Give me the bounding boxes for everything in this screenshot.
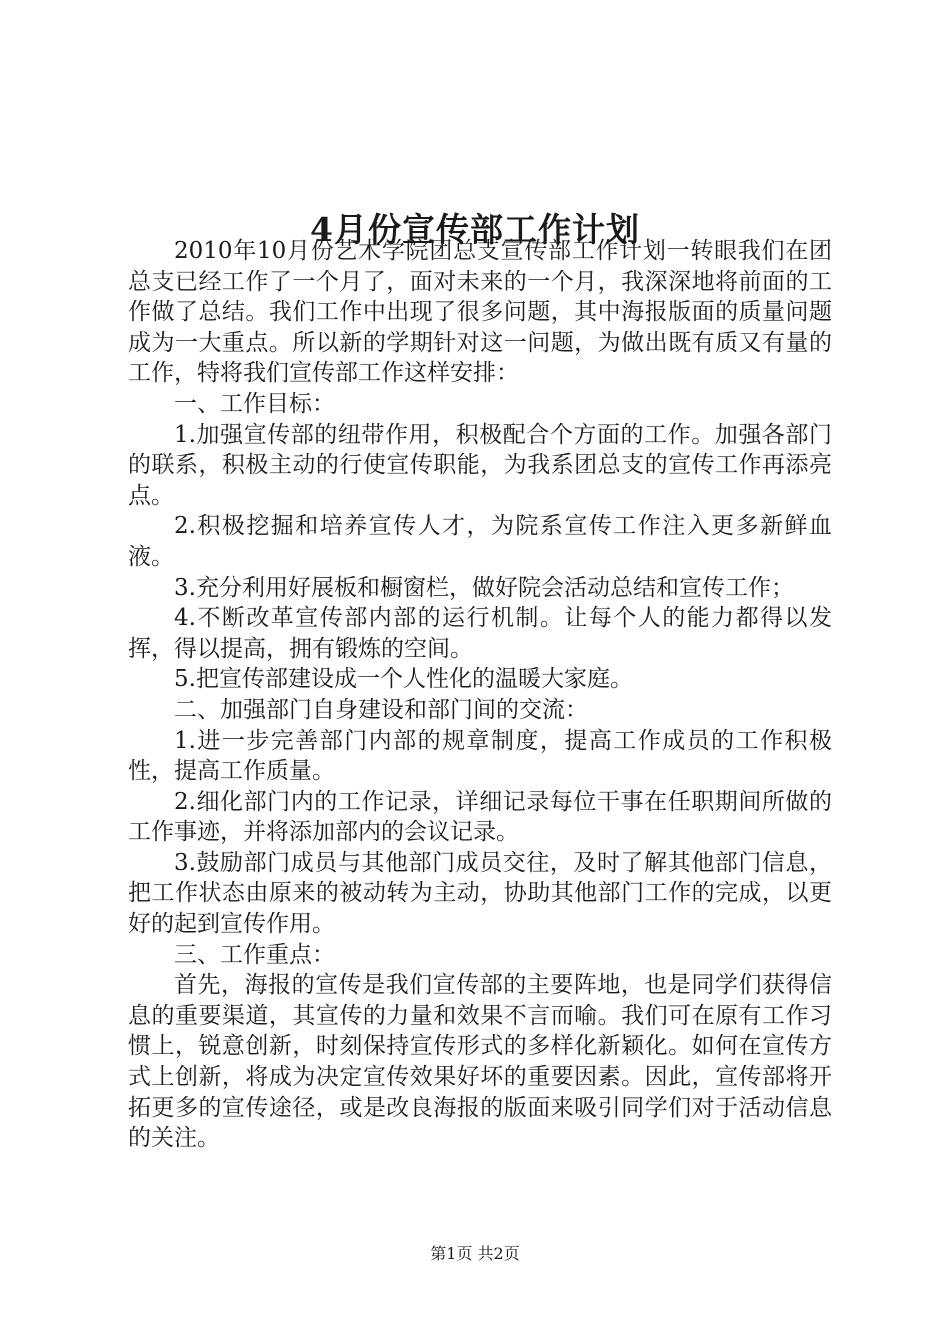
paragraph-goal-1: 1.加强宣传部的纽带作用，积极配合个方面的工作。加强各部门的联系，积极主动的行使宣传职能，为我系团总支的宣传工作再添亮点。 — [128, 421, 832, 509]
paragraph-comm-3: 3.鼓励部门成员与其他部门成员交往，及时了解其他部门信息，把工作状态由原来的被动转为主动，协助其他部门工作的完成，以更好的起到宣传作用。 — [128, 849, 832, 938]
paragraph-intro: 2010年10月份艺术学院团总支宣传部工作计划一转眼我们在团总支已经工作了一个月了，面对未来的一个月，我深深地将前面的工作做了总结。我们工作中出现了很多问题，其中海报版面的质量问题成为一大重点。所以新的学期针对这一问题，为做出既有质又有量的工作，特将我们宣传部工作这样安排： — [128, 238, 832, 387]
section-heading-communication: 二、加强部门自身建设和部门间的交流： — [174, 696, 588, 723]
paragraph-comm-2: 2.细化部门内的工作记录，详细记录每位干事在任职期间所做的工作事迹，并将添加部内的会议记录。 — [128, 788, 832, 846]
paragraph-goal-3: 3.充分利用好展板和橱窗栏，做好院会活动总结和宣传工作； — [174, 574, 794, 601]
paragraph-goal-4: 4.不断改革宣传部内部的运行机制。让每个人的能力都得以发挥，得以提高，拥有锻炼的空间。 — [128, 605, 832, 662]
document-body — [128, 236, 832, 1154]
paragraph-goal-5: 5.把宣传部建设成一个人性化的温暖大家庭。 — [174, 666, 633, 693]
paragraph-goal-2: 2.积极挖掘和培养宣传人才，为院系宣传工作注入更多新鲜血液。 — [128, 513, 832, 570]
document-title: 4月份宣传部工作计划 — [310, 210, 640, 250]
section-heading-focus: 三、工作重点： — [174, 941, 335, 968]
page-footer: 第1页 共2页 — [430, 1244, 520, 1263]
section-heading-goals: 一、工作目标： — [174, 390, 335, 417]
paragraph-focus-1: 首先，海报的宣传是我们宣传部的主要阵地，也是同学们获得信息的重要渠道，其宣传的力量和效果不言而喻。我们可在原有工作习惯上，锐意创新，时刻保持宣传形式的多样化新颖化。如何在宣传方式上创新，将成为决定宣传效果好坏的重要因素。因此，宣传部将开拓更多的宣传途径，或是改良海报的版面来吸引同学们对于活动信息的关注。 — [128, 972, 832, 1152]
paragraph-comm-1: 1.进一步完善部门内部的规章制度，提高工作成员的工作积极性，提高工作质量。 — [128, 727, 832, 785]
